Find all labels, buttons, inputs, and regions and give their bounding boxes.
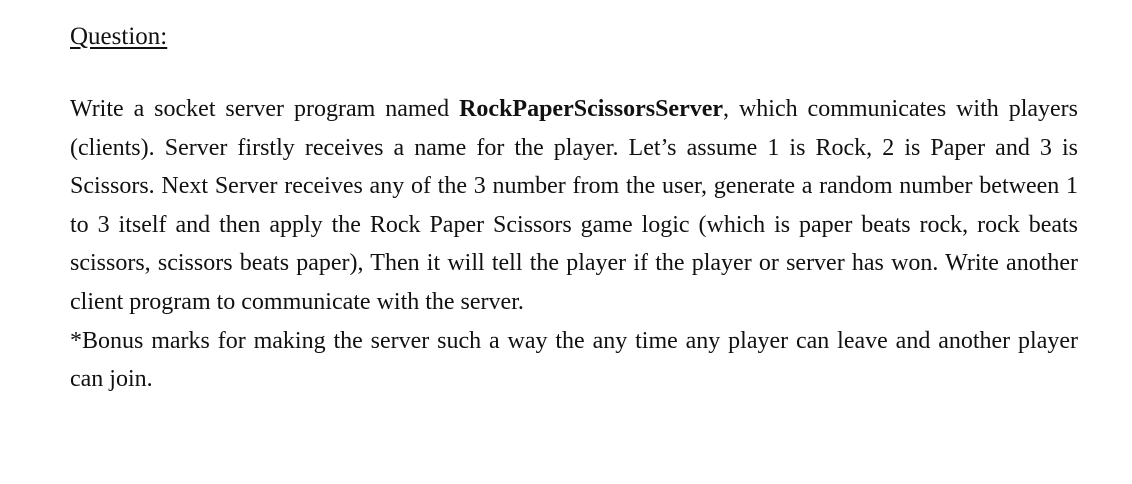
question-body-intro: Write a socket server program named (70, 96, 460, 122)
question-document (70, 22, 1078, 399)
question-body (70, 90, 1078, 322)
bonus-note: *Bonus marks for making the server such a way the any time any player can leave and another player can join. (70, 327, 1078, 393)
server-program-name: RockPaperScissorsServer (459, 96, 724, 122)
question-heading: Question: (70, 23, 168, 50)
question-body-rest: , which communicates with players (clients). Server firstly receives a name for the player. Let’s assume 1 is Rock, 2 is Paper and 3 is Scissors. Next Server receives any of the 3 number from the user, generate a random number between 1 to 3 itself and then apply the Rock Paper Scissors game logic (which is paper beats rock, rock beats scissors, scissors beats paper), Then it will tell the player if the player or server has won. Write another client program to communicate with the server. (70, 96, 1078, 315)
